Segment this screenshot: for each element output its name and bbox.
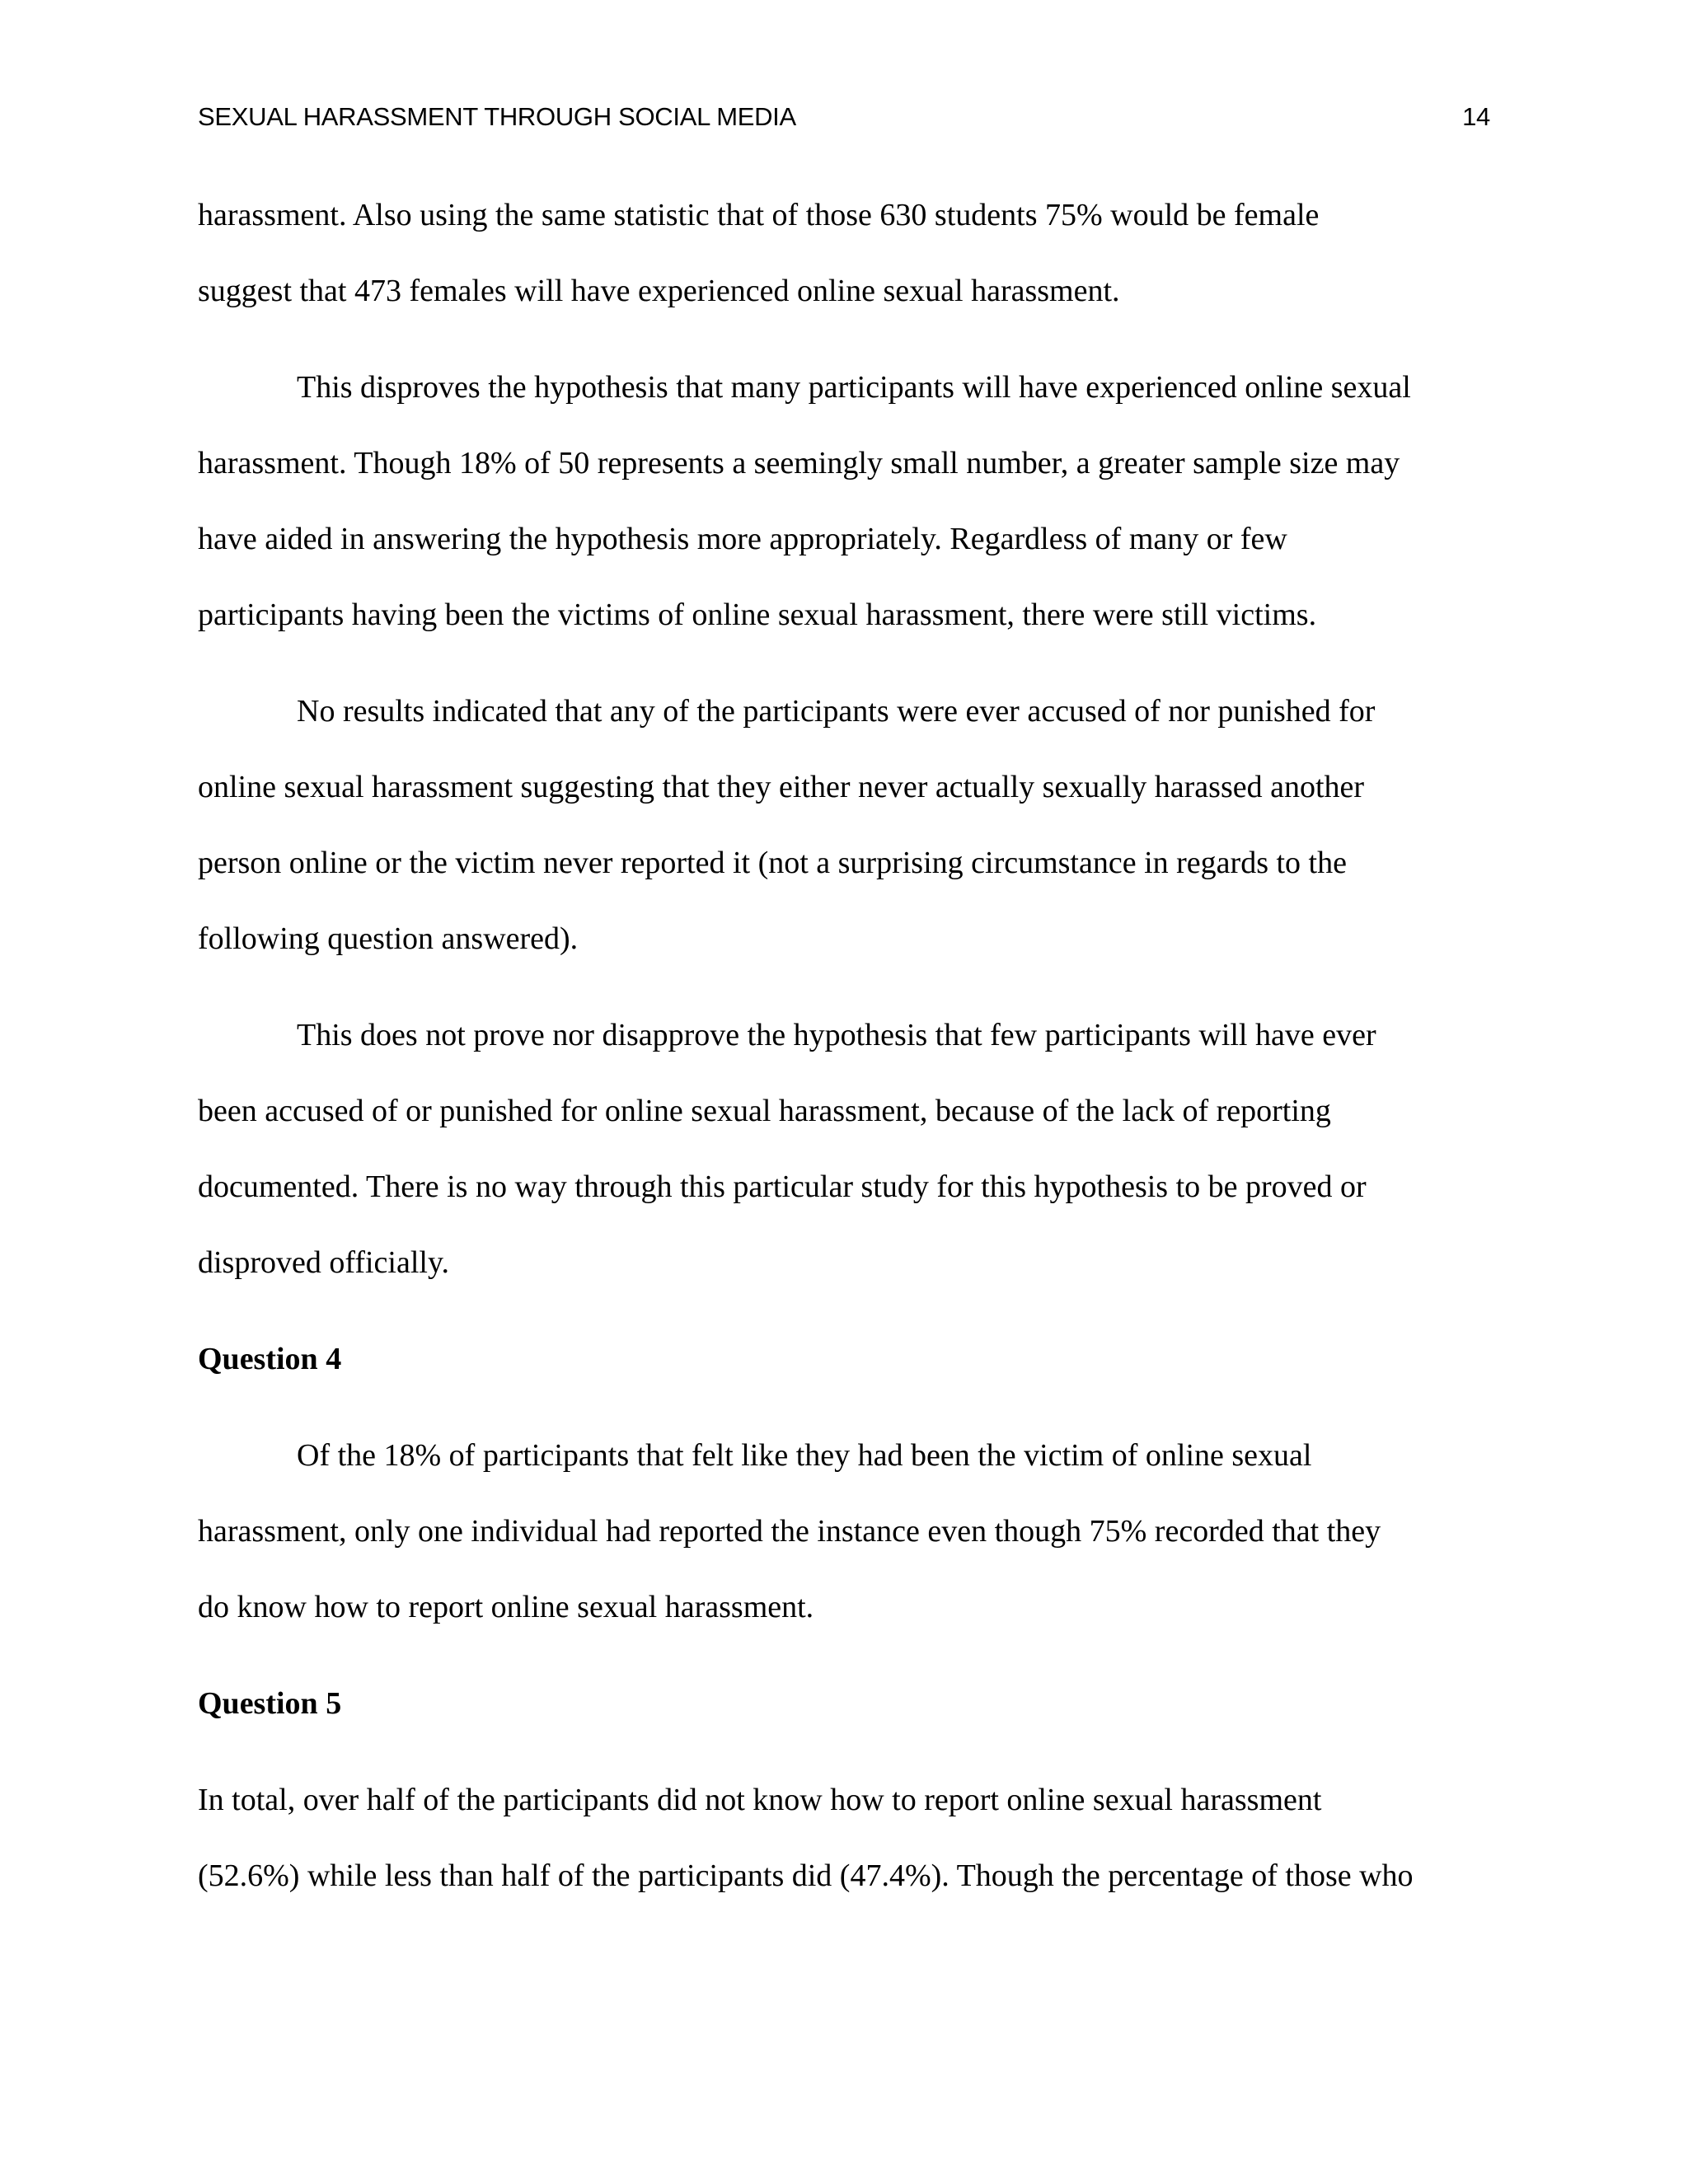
text-line: person online or the victim never reported it (not a surprising circumstance in regards to the <box>198 846 1347 880</box>
text-line: disproved officially. <box>198 1245 449 1280</box>
text-line: have aided in answering the hypothesis more appropriately. Regardless of many or few <box>198 522 1287 556</box>
paragraph-2 <box>198 358 1484 682</box>
text-line: following question answered). <box>198 921 579 956</box>
text-line: In total, over half of the participants did not know how to report online sexual harassment <box>198 1783 1322 1817</box>
text-line: This does not prove nor disapprove the hypothesis that few participants will have ever <box>297 1018 1376 1052</box>
section-heading-question-5: Question 5 <box>198 1686 342 1721</box>
text-line: No results indicated that any of the participants were ever accused of nor punished for <box>297 694 1376 729</box>
running-head <box>198 97 1490 137</box>
text-line: online sexual harassment suggesting that they either never actually sexually harassed another <box>198 770 1365 804</box>
text-line: harassment. Also using the same statistic that of those 630 students 75% would be female <box>198 198 1320 232</box>
text-line: This disproves the hypothesis that many participants will have experienced online sexual <box>297 370 1411 405</box>
text-line: harassment, only one individual had reported the instance even though 75% recorded that they <box>198 1514 1381 1549</box>
page-number: 14 <box>1462 102 1490 131</box>
running-head-title: SEXUAL HARASSMENT THROUGH SOCIAL MEDIA <box>198 102 796 131</box>
paragraph-6 <box>198 1770 1484 1922</box>
section-heading-question-4: Question 4 <box>198 1342 342 1376</box>
paragraph-3 <box>198 682 1484 1005</box>
paragraph-4 <box>198 1005 1484 1329</box>
body-text <box>198 185 1484 1922</box>
text-line: documented. There is no way through this particular study for this hypothesis to be proved or <box>198 1169 1367 1204</box>
text-line: participants having been the victims of online sexual harassment, there were still victims. <box>198 598 1317 632</box>
text-line: suggest that 473 females will have experienced online sexual harassment. <box>198 274 1120 308</box>
paragraph-5 <box>198 1426 1484 1674</box>
text-line: do know how to report online sexual harassment. <box>198 1590 814 1624</box>
text-line: (52.6%) while less than half of the participants did (47.4%). Though the percentage of those who <box>198 1858 1414 1893</box>
text-line: harassment. Though 18% of 50 represents a seemingly small number, a greater sample size may <box>198 446 1400 480</box>
paragraph-1 <box>198 185 1484 358</box>
text-line: been accused of or punished for online sexual harassment, because of the lack of reporting <box>198 1094 1331 1128</box>
text-line: Of the 18% of participants that felt like they had been the victim of online sexual <box>297 1438 1312 1473</box>
